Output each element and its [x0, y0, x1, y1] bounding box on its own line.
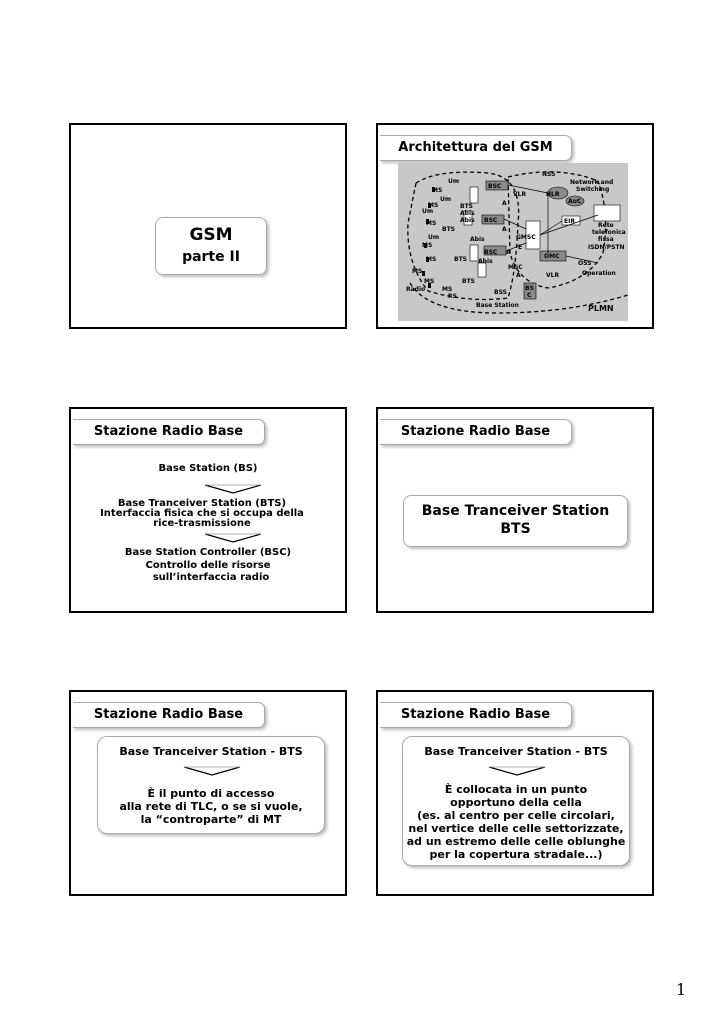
um-label: Um	[422, 208, 434, 215]
bts-description-line: rice-trasmissione	[153, 518, 251, 529]
bts-label: BTS	[460, 203, 473, 210]
card-title: Base Tranceiver Station - BTS	[119, 745, 303, 758]
slide-2	[376, 123, 654, 329]
card-line: È il punto di accesso	[147, 787, 275, 800]
bsc-label: BSC	[488, 183, 502, 190]
bts-tower-4	[478, 263, 486, 277]
bts-label: BTS	[442, 226, 455, 233]
a-label: A	[516, 272, 521, 279]
gsm-title-box	[155, 217, 267, 275]
bts-card	[97, 736, 325, 834]
slide-title: Stazione Radio Base	[73, 702, 265, 728]
ms-label: MS	[424, 278, 435, 285]
auc-label: AuC	[568, 198, 582, 205]
ms-label: MS	[426, 220, 437, 227]
slide-title: GSM	[189, 225, 233, 245]
bss-label: BSS	[494, 289, 507, 296]
isdn-pstn-label: ISDN/PSTN	[588, 244, 625, 251]
a-label: A	[502, 200, 507, 207]
slide-title: Stazione Radio Base	[380, 702, 572, 728]
card-line: opportuno della cella	[450, 796, 582, 809]
slide-4	[376, 407, 654, 613]
card-line: per la copertura stradale...)	[429, 848, 603, 861]
a-label: A	[502, 226, 507, 233]
telefonica-label: telefonica	[592, 229, 626, 236]
bts-title-line: BTS	[500, 521, 531, 537]
ms-label: MS	[412, 268, 423, 275]
pstn-phone	[594, 205, 620, 221]
a-label: A	[506, 249, 511, 256]
chevron-down-icon	[203, 532, 263, 544]
rete-label: Rete	[598, 222, 614, 229]
slide-5	[69, 690, 347, 896]
slide-subtitle: parte II	[182, 249, 240, 265]
chevron-down-icon	[182, 765, 242, 777]
slide-title: Stazione Radio Base	[380, 419, 572, 445]
nss-label: NSS	[542, 171, 556, 178]
gmsc-label: GMSC	[516, 234, 536, 241]
oss-label: OSS	[578, 260, 592, 267]
abis-label: Abis	[478, 258, 493, 265]
abis-label: Abis	[470, 236, 485, 243]
bts-title-line: Base Tranceiver Station	[421, 503, 610, 519]
ms-label: MS	[422, 242, 433, 249]
bts-card	[402, 736, 630, 866]
vlr-label: VLR	[513, 191, 527, 198]
bsc-label: BSC	[484, 217, 498, 224]
card-line: nel vertice delle celle settorizzate,	[408, 822, 624, 835]
hlr-label: HLR	[546, 191, 560, 198]
card-line: ad un estremo delle celle oblunghe	[406, 835, 626, 848]
bts-tower-1	[470, 187, 478, 203]
um-label: Um	[440, 196, 452, 203]
slide-6	[376, 690, 654, 896]
page-number: 1	[676, 980, 687, 999]
switching-label: Switching	[576, 186, 610, 193]
bsc-line: Base Station Controller (BSC)	[124, 547, 292, 558]
ms-label: MS	[442, 286, 453, 293]
bs-c-label: BS	[525, 285, 534, 292]
base-station-label: Base Station	[476, 302, 519, 309]
radio-label: Radio	[406, 286, 426, 293]
vlr-label: VLR	[546, 272, 560, 279]
abis-label: Abis	[460, 210, 475, 217]
slide-title: Stazione Radio Base	[73, 419, 265, 445]
abis-label: Abis	[460, 217, 475, 224]
bsc-description-line: sull’interfaccia radio	[152, 572, 270, 583]
um-label: Um	[428, 234, 440, 241]
plmn-label: PLMN	[588, 304, 614, 313]
bs-line: Base Station (BS)	[158, 463, 258, 474]
rs-label: RS	[448, 293, 457, 300]
bts-line: Base Tranceiver Station (BTS)	[117, 498, 287, 509]
slide-3	[69, 407, 347, 613]
chevron-down-icon	[203, 483, 263, 495]
network-label: Network and	[570, 179, 614, 186]
ms-label: MS	[426, 256, 437, 263]
e-label: E	[518, 244, 523, 251]
slide-1	[69, 123, 347, 329]
bsc-description-line: Controllo delle risorse	[145, 560, 271, 571]
gsm-architecture-diagram	[398, 163, 628, 321]
omc-label: OMC	[544, 253, 560, 260]
chevron-down-icon	[487, 765, 547, 777]
card-title: Base Tranceiver Station - BTS	[424, 745, 608, 758]
operation-label: Operation	[582, 270, 616, 277]
fissa-label: fissa	[598, 236, 614, 243]
slide-title: Architettura del GSM	[380, 135, 572, 161]
bts-tower-3	[470, 245, 478, 261]
bs-c-label: C	[527, 292, 532, 299]
bsc-label: BSC	[484, 249, 498, 256]
ms-label: MS	[428, 202, 439, 209]
card-line: alla rete di TLC, o se si vuole,	[119, 800, 303, 813]
card-line: (es. al centro per celle circolari,	[417, 809, 615, 822]
msc-label: MSC	[508, 264, 523, 271]
bts-title-box	[403, 495, 628, 547]
bts-label: BTS	[454, 256, 467, 263]
bts-description-line: Interfaccia fisica che si occupa della	[100, 508, 304, 519]
card-line: la “controparte” di MT	[140, 813, 282, 826]
um-label: Um	[448, 178, 460, 185]
card-line: È collocata in un punto	[444, 783, 588, 796]
eir-label: EIR	[564, 218, 575, 225]
ms-label: MS	[432, 187, 443, 194]
bts-label: BTS	[462, 278, 475, 285]
